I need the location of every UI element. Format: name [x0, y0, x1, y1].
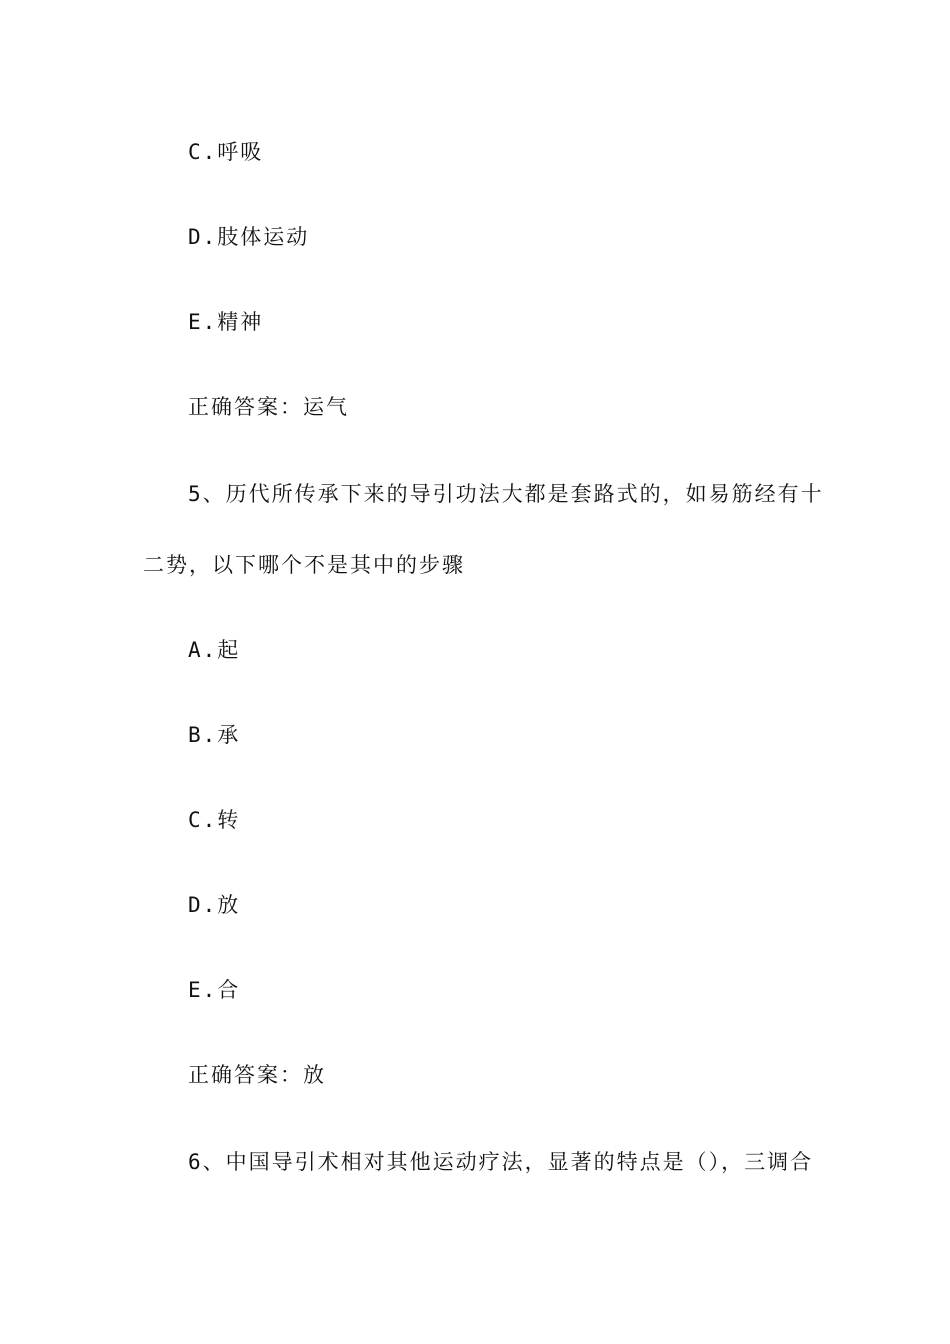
option-d: D.放 — [188, 893, 241, 917]
option-a: A.起 — [188, 638, 241, 662]
answer-line: 正确答案：放 — [188, 1063, 326, 1087]
option-c: C.呼吸 — [188, 140, 264, 164]
option-e: E.合 — [188, 978, 241, 1002]
option-d: D.肢体运动 — [188, 225, 310, 249]
question-5-stem: 5、历代所传承下来的导引功法大都是套路式的，如易筋经有十 — [188, 482, 824, 506]
question-6-stem: 6、中国导引术相对其他运动疗法，显著的特点是（），三调合 — [188, 1150, 814, 1174]
question-5-stem-continued: 二势，以下哪个不是其中的步骤 — [143, 553, 465, 577]
option-b: B.承 — [188, 723, 241, 747]
answer-line: 正确答案：运气 — [188, 395, 349, 419]
option-e: E.精神 — [188, 310, 264, 334]
option-c: C.转 — [188, 808, 241, 832]
